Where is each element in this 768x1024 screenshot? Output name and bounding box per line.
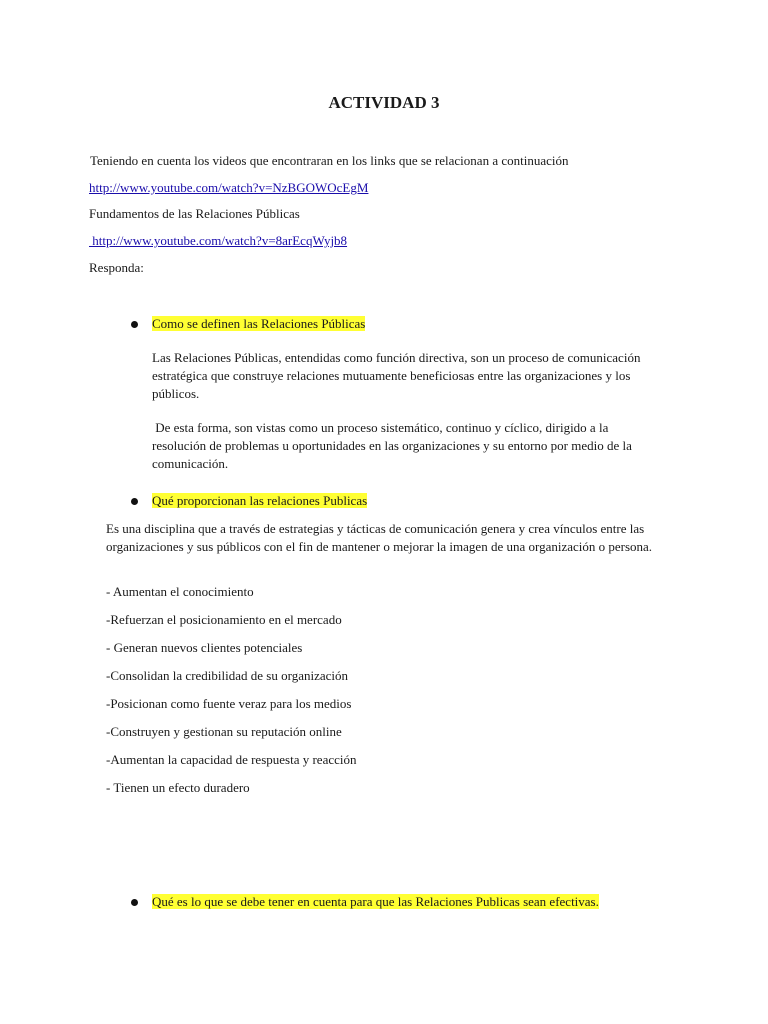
bullet-icon (131, 321, 138, 328)
bullet-icon (131, 498, 138, 505)
list-item: -Aumentan la capacidad de respuesta y reacción (106, 752, 357, 767)
list-item: - Aumentan el conocimiento (106, 584, 254, 599)
document-title: ACTIVIDAD 3 (328, 93, 440, 112)
question-2-text: Qué proporcionan las relaciones Publicas (152, 493, 368, 508)
list-item: - Tienen un efecto duradero (106, 780, 250, 795)
list-item: -Refuerzan el posicionamiento en el mercado (106, 612, 342, 627)
list-item: -Construyen y gestionan su reputación online (106, 724, 342, 739)
intro-text: Teniendo en cuenta los videos que encontraran en los links que se relacionan a continuación (90, 153, 569, 168)
answer-1-paragraph-2: De esta forma, son vistas como un proceso sistemático, continuo y cíclico, dirigido a la resolución de problemas u oportunidades en las organizaciones y su entorno por medio de la comunicación. (152, 420, 636, 471)
question-3 (152, 893, 599, 911)
bullet-icon (131, 899, 138, 906)
question-1 (152, 315, 365, 333)
video-title: Fundamentos de las Relaciones Públicas (89, 206, 300, 221)
list-item: -Consolidan la credibilidad de su organización (106, 668, 348, 683)
prompt-text: Responda: (89, 260, 144, 275)
answer-1-paragraph-1: Las Relaciones Públicas, entendidas como función directiva, son un proceso de comunicación estratégica que construye relaciones mutuamente beneficiosas entre las organizaciones y los públicos. (152, 350, 641, 401)
question-3-text: Qué es lo que se debe tener en cuenta para que las Relaciones Publicas sean efectivas. (152, 894, 599, 909)
youtube-link-2[interactable]: http://www.youtube.com/watch?v=8arEcqWyjb8 (89, 233, 348, 248)
list-item: - Generan nuevos clientes potenciales (106, 640, 303, 655)
youtube-link-1[interactable]: http://www.youtube.com/watch?v=NzBGOWOcEgM (89, 180, 369, 195)
question-1-text: Como se definen las Relaciones Públicas (152, 316, 366, 331)
question-2 (152, 492, 367, 510)
list-item: -Posicionan como fuente veraz para los medios (106, 696, 352, 711)
answer-2-intro: Es una disciplina que a través de estrategias y tácticas de comunicación genera y crea vínculos entre las organizaciones y sus públicos con el fin de mantener o mejorar la imagen de una organización o persona. (106, 521, 653, 554)
